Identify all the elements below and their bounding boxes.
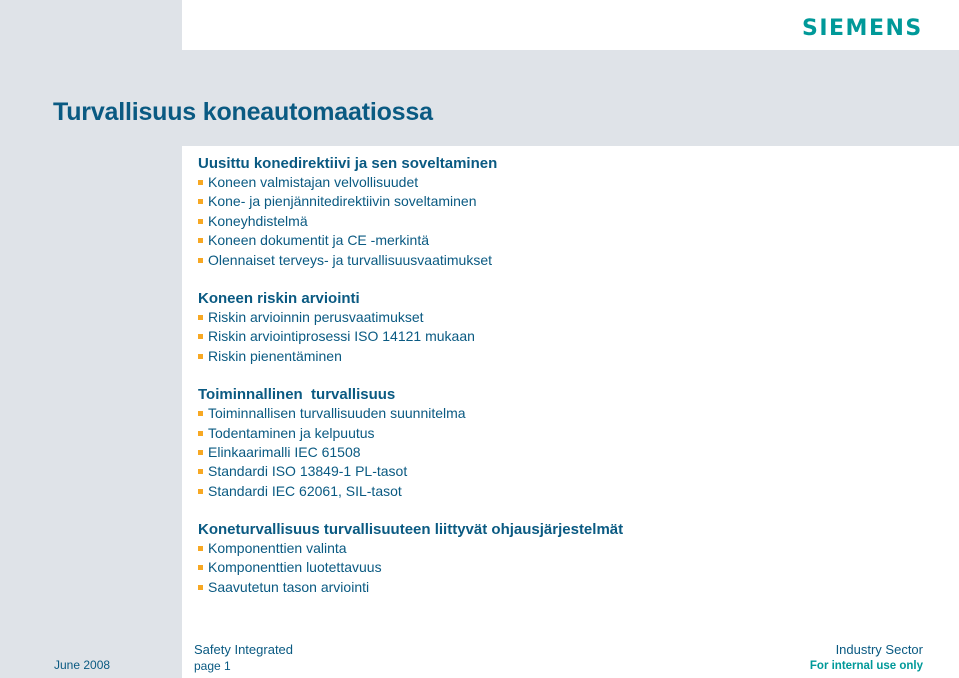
list-item-label: Kone- ja pienjännitedirektiivin soveltaminen bbox=[208, 193, 477, 210]
section-konedirektiivi bbox=[198, 154, 938, 270]
list-item-label: Koneyhdistelmä bbox=[208, 212, 308, 229]
page-number: page 1 bbox=[194, 659, 231, 673]
list-item-label: Koneen dokumentit ja CE -merkintä bbox=[208, 232, 429, 249]
bullet-icon bbox=[198, 431, 203, 436]
bullet-icon bbox=[198, 315, 203, 320]
bullet-icon bbox=[198, 489, 203, 494]
list-item bbox=[198, 251, 938, 270]
list-item bbox=[198, 212, 938, 231]
list-item-label: Komponenttien valinta bbox=[208, 540, 347, 557]
list-item bbox=[198, 558, 938, 577]
list-item-label: Olennaiset terveys- ja turvallisuusvaatimukset bbox=[208, 251, 493, 268]
list-item-label: Saavutetun tason arviointi bbox=[208, 578, 370, 595]
list-item bbox=[198, 404, 938, 423]
footer-program: Safety Integrated bbox=[194, 642, 294, 657]
section-toiminnallinen-turvallisuus bbox=[198, 385, 938, 501]
slide-title: Turvallisuus koneautomaatiossa bbox=[53, 98, 433, 126]
bullet-icon bbox=[198, 469, 203, 474]
list-item-label: Toiminnallisen turvallisuuden suunnitelma bbox=[208, 405, 466, 422]
list-item bbox=[198, 578, 938, 597]
bullet-icon bbox=[198, 238, 203, 243]
section-heading: Toiminnallinen turvallisuus bbox=[198, 386, 396, 404]
list-item bbox=[198, 424, 938, 443]
footer-sector: Industry Sector bbox=[835, 642, 923, 657]
section-ohjausjarjestelmat bbox=[198, 520, 938, 597]
list-item bbox=[198, 327, 938, 346]
bullet-icon bbox=[198, 219, 203, 224]
list-item-label: Riskin arviointiprosessi ISO 14121 mukaan bbox=[208, 328, 475, 345]
bullet-icon bbox=[198, 585, 203, 590]
footer-date: June 2008 bbox=[54, 658, 111, 672]
bullet-icon bbox=[198, 334, 203, 339]
section-heading: Uusittu konedirektiivi ja sen soveltaminen bbox=[198, 155, 498, 172]
bullet-icon bbox=[198, 411, 203, 416]
list-item bbox=[198, 308, 938, 327]
list-item bbox=[198, 347, 938, 366]
bullet-icon bbox=[198, 354, 203, 359]
list-item bbox=[198, 443, 938, 462]
list-item bbox=[198, 482, 938, 501]
list-item-label: Elinkaarimalli IEC 61508 bbox=[208, 443, 361, 460]
bullet-icon bbox=[198, 565, 203, 570]
list-item bbox=[198, 231, 938, 250]
list-item-label: Komponenttien luotettavuus bbox=[208, 559, 382, 576]
list-item bbox=[198, 192, 938, 211]
section-heading: Koneturvallisuus turvallisuuteen liittyvät ohjausjärjestelmät bbox=[198, 521, 624, 539]
bullet-icon bbox=[198, 450, 203, 455]
footer-sector-block bbox=[810, 642, 923, 674]
bullet-icon bbox=[198, 258, 203, 263]
bullet-icon bbox=[198, 180, 203, 185]
section-riskin-arviointi bbox=[198, 289, 938, 366]
footer-program-block bbox=[194, 642, 293, 674]
list-item-label: Riskin arvioinnin perusvaatimukset bbox=[208, 308, 424, 325]
list-item-label: Riskin pienentäminen bbox=[208, 347, 342, 364]
bullet-icon bbox=[198, 199, 203, 204]
slide-content bbox=[198, 154, 938, 597]
list-item-label: Todentaminen ja kelpuutus bbox=[208, 424, 375, 441]
list-item bbox=[198, 462, 938, 481]
classification-label: For internal use only bbox=[809, 660, 923, 672]
list-item-label: Standardi IEC 62061, SIL-tasot bbox=[208, 482, 402, 499]
list-item-label: Standardi ISO 13849-1 PL-tasot bbox=[208, 463, 408, 480]
bullet-icon bbox=[198, 546, 203, 551]
section-heading: Koneen riskin arviointi bbox=[198, 289, 360, 307]
list-item bbox=[198, 539, 938, 558]
list-item bbox=[198, 173, 938, 192]
list-item-label: Koneen valmistajan velvollisuudet bbox=[208, 174, 419, 190]
siemens-logo: SIEMENS bbox=[802, 16, 923, 41]
